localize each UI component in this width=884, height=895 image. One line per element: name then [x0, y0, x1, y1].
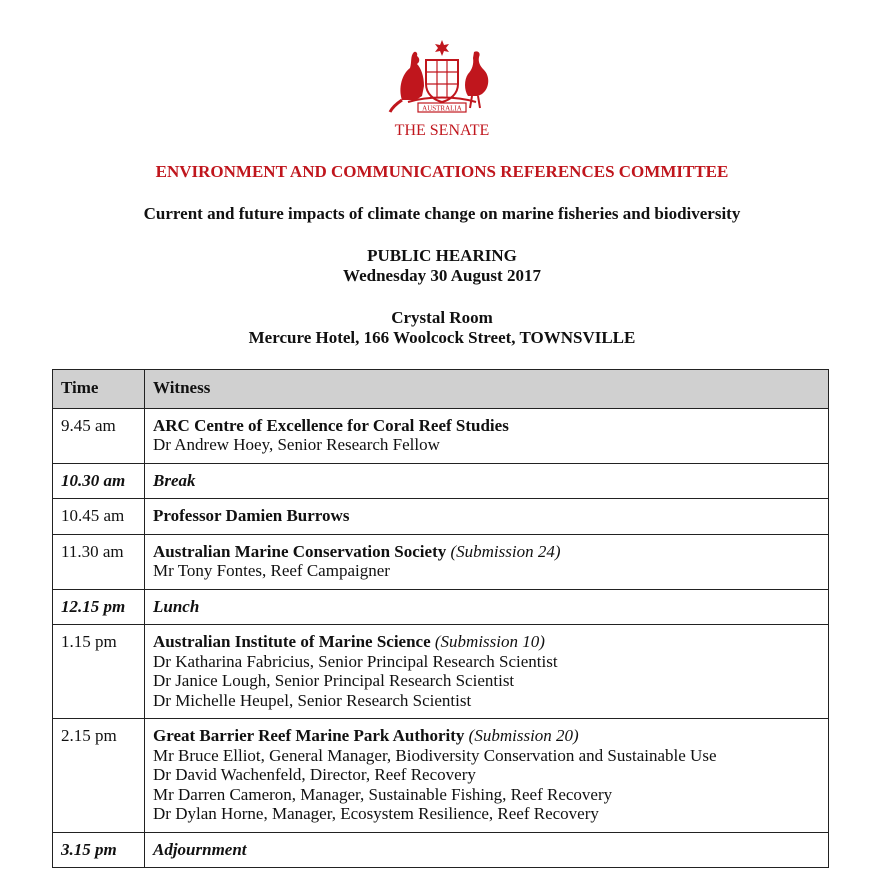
witness-name: Dr Michelle Heupel, Senior Research Scientist [153, 690, 472, 710]
witness-cell [145, 625, 829, 719]
witness-cell [145, 719, 829, 833]
venue-room: Crystal Room [391, 308, 493, 327]
table-row [53, 534, 829, 589]
witness-cell [145, 408, 829, 463]
committee-title: ENVIRONMENT AND COMMUNICATIONS REFERENCES COMMITTEE [155, 162, 729, 181]
crest-motto-label: AUSTRALIA [422, 104, 462, 113]
time-column-header: Time [53, 370, 145, 409]
witness-column-header: Witness [145, 370, 829, 409]
submission-reference: (Submission 24) [450, 541, 561, 561]
table-row [53, 589, 829, 625]
table-row [53, 832, 829, 868]
organisation-name: Great Barrier Reef Marine Park Authority [153, 726, 465, 745]
witness-name: Mr Tony Fontes, Reef Campaigner [153, 561, 390, 580]
time-cell: 1.15 pm [53, 625, 145, 719]
time-cell: 11.30 am [53, 534, 145, 589]
witness-name: Dr Dylan Horne, Manager, Ecosystem Resilience, Reef Recovery [153, 804, 599, 823]
adjournment-label: Adjournment [145, 832, 829, 868]
hearing-date: Wednesday 30 August 2017 [343, 266, 541, 285]
time-cell: 10.30 am [53, 463, 145, 499]
witness-name: Mr Darren Cameron, Manager, Sustainable Fishing, Reef Recovery [153, 784, 613, 804]
witness-cell [145, 499, 829, 535]
time-cell: 2.15 pm [53, 719, 145, 833]
senate-heading: THE SENATE [394, 122, 490, 139]
witness-name: Dr Katharina Fabricius, Senior Principal Research Scientist [153, 651, 558, 671]
time-cell: 3.15 pm [53, 832, 145, 868]
organisation-name: ARC Centre of Excellence for Coral Reef Studies [153, 415, 509, 435]
table-header-row [53, 370, 829, 409]
table-row [53, 625, 829, 719]
table-row [53, 408, 829, 463]
witness-name: Dr Andrew Hoey, Senior Research Fellow [153, 435, 440, 454]
witness-name: Mr Bruce Elliot, General Manager, Biodiversity Conservation and Sustainable Use [153, 745, 717, 765]
inquiry-title: Current and future impacts of climate change on marine fisheries and biodiversity [143, 204, 741, 223]
time-cell: 9.45 am [53, 408, 145, 463]
table-row [53, 463, 829, 499]
lunch-label: Lunch [145, 589, 829, 625]
time-cell: 12.15 pm [53, 589, 145, 625]
time-cell: 10.45 am [53, 499, 145, 535]
submission-reference: (Submission 20) [468, 726, 579, 745]
witness-name: Dr David Wachenfeld, Director, Reef Recovery [153, 765, 476, 784]
break-label: Break [145, 463, 829, 499]
organisation-name: Australian Institute of Marine Science [153, 632, 431, 651]
submission-reference: (Submission 10) [434, 632, 545, 651]
coat-of-arms-icon [388, 38, 496, 118]
organisation-name: Australian Marine Conservation Society [153, 541, 447, 561]
hearing-program-table [52, 369, 829, 868]
hearing-type: PUBLIC HEARING [367, 246, 517, 265]
witness-cell [145, 534, 829, 589]
organisation-name: Professor Damien Burrows [153, 506, 350, 525]
venue-address: Mercure Hotel, 166 Woolcock Street, TOWNSVILLE [248, 328, 636, 347]
table-row [53, 719, 829, 833]
table-row [53, 499, 829, 535]
witness-name: Dr Janice Lough, Senior Principal Research Scientist [153, 671, 515, 690]
